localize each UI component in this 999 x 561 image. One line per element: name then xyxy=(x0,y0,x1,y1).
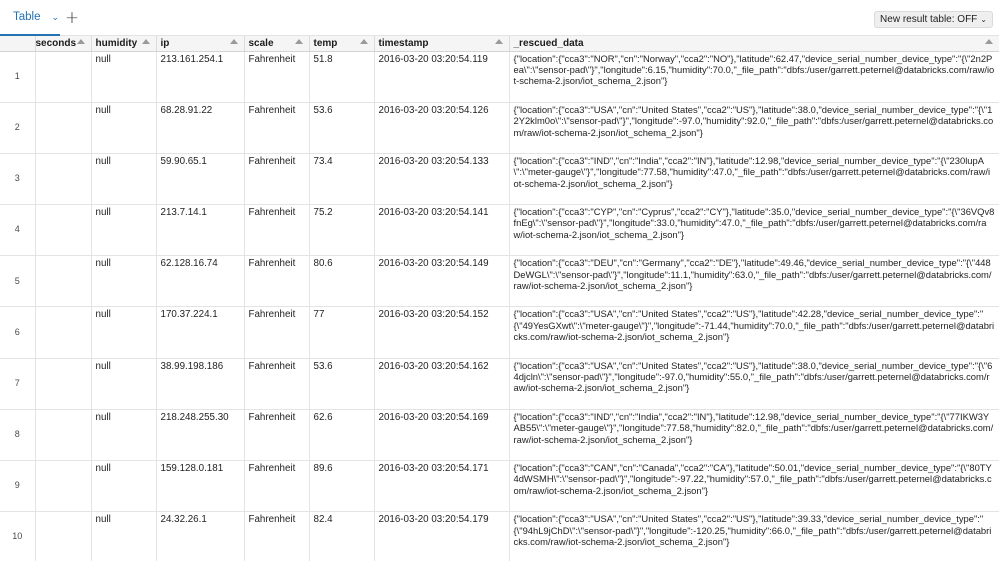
cell-timestamp[interactable]: 2016-03-20 03:20:54.119 xyxy=(374,51,509,102)
cell-ip[interactable]: 62.128.16.74 xyxy=(156,256,244,307)
column-header-timestamp[interactable] xyxy=(374,36,509,51)
column-header-temp[interactable] xyxy=(309,36,374,51)
cell-scale[interactable]: Fahrenheit xyxy=(244,102,309,153)
cell-scale[interactable]: Fahrenheit xyxy=(244,461,309,512)
cell-temp[interactable]: 80.6 xyxy=(309,256,374,307)
table-row[interactable] xyxy=(0,512,999,561)
sort-icon[interactable] xyxy=(360,39,368,44)
cell-ip[interactable]: 170.37.224.1 xyxy=(156,307,244,358)
cell-rescued-data[interactable]: {"location":{"cca3":"USA","cn":"United States","cca2":"US"},"latitude":38.0,"device_serial_number_device_type":"{\"64djcln\":\"sensor-pad\"}","longitude":-97.0,"humidity":55.0,"_file_path":"dbfs:/user/garrett.peternel@databricks.com/raw/iot-schema-2.json/iot_schema_2.json"} xyxy=(509,358,999,409)
table-row[interactable] xyxy=(0,256,999,307)
cell-humidity[interactable]: null xyxy=(91,512,156,561)
cell-timestamp[interactable]: 2016-03-20 03:20:54.179 xyxy=(374,512,509,561)
cell-humidity[interactable]: null xyxy=(91,358,156,409)
column-header-label: ip xyxy=(160,37,170,49)
cell-seconds[interactable] xyxy=(35,512,91,561)
add-tab-button[interactable] xyxy=(62,8,82,28)
cell-scale[interactable]: Fahrenheit xyxy=(244,409,309,460)
tab-label: Table xyxy=(13,11,41,23)
result-toolbar xyxy=(0,0,999,36)
results-grid[interactable] xyxy=(0,36,999,561)
cell-temp[interactable]: 62.6 xyxy=(309,409,374,460)
cell-rescued-data[interactable]: {"location":{"cca3":"USA","cn":"United States","cca2":"US"},"latitude":42.28,"device_serial_number_device_type":"{\"49YesGXwt\":\"meter-gauge\"}","longitude":-71.44,"humidity":70.0,"_file_path":"dbfs:/user/garrett.peternel@databricks.com/raw/iot-schema-2.json/iot_schema_2.json"} xyxy=(509,307,999,358)
table-row[interactable] xyxy=(0,307,999,358)
table-row[interactable] xyxy=(0,358,999,409)
column-header-label: temp xyxy=(313,37,338,49)
header-row xyxy=(0,36,999,51)
cell-timestamp[interactable]: 2016-03-20 03:20:54.133 xyxy=(374,153,509,204)
column-header-rescued-data[interactable] xyxy=(509,36,999,51)
cell-ip[interactable]: 213.161.254.1 xyxy=(156,51,244,102)
cell-ip[interactable]: 24.32.26.1 xyxy=(156,512,244,561)
table-row[interactable] xyxy=(0,461,999,512)
column-header-label: seconds xyxy=(35,37,77,49)
chevron-down-icon[interactable]: ⌄ xyxy=(51,11,60,22)
row-index: 9 xyxy=(0,461,35,512)
sort-icon[interactable] xyxy=(495,39,503,44)
cell-humidity[interactable]: null xyxy=(91,256,156,307)
sort-icon[interactable] xyxy=(985,39,993,44)
row-index: 5 xyxy=(0,256,35,307)
sort-icon[interactable] xyxy=(77,39,85,44)
cell-seconds[interactable] xyxy=(35,358,91,409)
cell-ip[interactable]: 68.28.91.22 xyxy=(156,102,244,153)
cell-rescued-data[interactable]: {"location":{"cca3":"NOR","cn":"Norway","cca2":"NO"},"latitude":62.47,"device_serial_number_device_type":"{\"2n2Pea\":\"sensor-pad\"}","longitude":6.15,"humidity":70.0,"_file_path":"dbfs:/user/garrett.peternel@databricks.com/raw/iot-schema-2.json/iot_schema_2.json"} xyxy=(509,51,999,102)
sort-icon[interactable] xyxy=(142,39,150,44)
cell-rescued-data[interactable]: {"location":{"cca3":"CYP","cn":"Cyprus","cca2":"CY"},"latitude":35.0,"device_serial_number_device_type":"{\"36VQv8fnEg\":\"sensor-pad\"}","longitude":33.0,"humidity":47.0,"_file_path":"dbfs:/user/garrett.peternel@databricks.com/raw/iot-schema-2.json/iot_schema_2.json"} xyxy=(509,205,999,256)
sort-icon[interactable] xyxy=(295,39,303,44)
cell-temp[interactable]: 53.6 xyxy=(309,102,374,153)
cell-humidity[interactable]: null xyxy=(91,205,156,256)
sort-icon[interactable] xyxy=(230,39,238,44)
cell-rescued-data[interactable]: {"location":{"cca3":"DEU","cn":"Germany","cca2":"DE"},"latitude":49.46,"device_serial_number_device_type":"{\"448DeWGL\":\"sensor-pad\"}","longitude":11.1,"humidity":63.0,"_file_path":"dbfs:/user/garrett.peternel@databricks.com/raw/iot-schema-2.json/iot_schema_2.json"} xyxy=(509,256,999,307)
cell-ip[interactable]: 213.7.14.1 xyxy=(156,205,244,256)
cell-humidity[interactable]: null xyxy=(91,153,156,204)
cell-seconds[interactable] xyxy=(35,51,91,102)
cell-temp[interactable]: 53.6 xyxy=(309,358,374,409)
cell-temp[interactable]: 75.2 xyxy=(309,205,374,256)
table-row[interactable] xyxy=(0,102,999,153)
cell-humidity[interactable]: null xyxy=(91,102,156,153)
cell-rescued-data[interactable]: {"location":{"cca3":"USA","cn":"United States","cca2":"US"},"latitude":39.33,"device_serial_number_device_type":"{\"94hL9jChD\":\"sensor-pad\"}","longitude":-120.25,"humidity":66.0,"_file_path":"dbfs:/user/garrett.peternel@databricks.com/raw/iot-schema-2.json/iot_schema_2.json"} xyxy=(509,512,999,561)
cell-temp[interactable]: 77 xyxy=(309,307,374,358)
column-header-label: humidity xyxy=(95,37,138,49)
cell-scale[interactable]: Fahrenheit xyxy=(244,256,309,307)
cell-rescued-data[interactable]: {"location":{"cca3":"IND","cn":"India","cca2":"IN"},"latitude":12.98,"device_serial_number_device_type":"{\"230lupA\":\"meter-gauge\"}","longitude":77.58,"humidity":47.0,"_file_path":"dbfs:/user/garrett.peternel@databricks.com/raw/iot-schema-2.json/iot_schema_2.json"} xyxy=(509,153,999,204)
cell-seconds[interactable] xyxy=(35,461,91,512)
cell-ip[interactable]: 59.90.65.1 xyxy=(156,153,244,204)
cell-scale[interactable]: Fahrenheit xyxy=(244,153,309,204)
row-index: 10 xyxy=(0,512,35,561)
cell-seconds[interactable] xyxy=(35,102,91,153)
cell-seconds[interactable] xyxy=(35,256,91,307)
cell-scale[interactable]: Fahrenheit xyxy=(244,358,309,409)
row-index: 7 xyxy=(0,358,35,409)
cell-timestamp[interactable]: 2016-03-20 03:20:54.169 xyxy=(374,409,509,460)
cell-scale[interactable]: Fahrenheit xyxy=(244,512,309,561)
cell-humidity[interactable]: null xyxy=(91,51,156,102)
cell-scale[interactable]: Fahrenheit xyxy=(244,51,309,102)
table-row[interactable] xyxy=(0,153,999,204)
row-index: 3 xyxy=(0,153,35,204)
cell-seconds[interactable] xyxy=(35,307,91,358)
tab-table[interactable] xyxy=(0,0,60,36)
cell-seconds[interactable] xyxy=(35,205,91,256)
cell-temp[interactable]: 73.4 xyxy=(309,153,374,204)
cell-humidity[interactable]: null xyxy=(91,307,156,358)
cell-timestamp[interactable]: 2016-03-20 03:20:54.149 xyxy=(374,256,509,307)
cell-humidity[interactable]: null xyxy=(91,409,156,460)
cell-rescued-data[interactable]: {"location":{"cca3":"CAN","cn":"Canada","cca2":"CA"},"latitude":50.01,"device_serial_number_device_type":"{\"80TY4dWSMH\":\"sensor-pad\"}","longitude":-97.22,"humidity":57.0,"_file_path":"dbfs:/user/garrett.peternel@databricks.com/raw/iot-schema-2.json/iot_schema_2.json"} xyxy=(509,461,999,512)
cell-temp[interactable]: 51.8 xyxy=(309,51,374,102)
table-row[interactable] xyxy=(0,409,999,460)
row-index: 8 xyxy=(0,409,35,460)
cell-timestamp[interactable]: 2016-03-20 03:20:54.141 xyxy=(374,205,509,256)
column-header-humidity[interactable] xyxy=(91,36,156,51)
new-result-table-toggle[interactable] xyxy=(874,11,993,28)
row-index: 1 xyxy=(0,51,35,102)
plus-icon: + xyxy=(64,8,80,28)
cell-rescued-data[interactable]: {"location":{"cca3":"IND","cn":"India","cca2":"IN"},"latitude":12.98,"device_serial_number_device_type":"{\"77IKW3YAB55\":\"meter-gauge\"}","longitude":77.58,"humidity":82.0,"_file_path":"dbfs:/user/garrett.peternel@databricks.com/raw/iot-schema-2.json/iot_schema_2.json"} xyxy=(509,409,999,460)
cell-timestamp[interactable]: 2016-03-20 03:20:54.171 xyxy=(374,461,509,512)
cell-timestamp[interactable]: 2016-03-20 03:20:54.162 xyxy=(374,358,509,409)
column-header-label: scale xyxy=(248,37,274,49)
column-header-scale[interactable] xyxy=(244,36,309,51)
row-index: 2 xyxy=(0,102,35,153)
cell-ip[interactable]: 38.99.198.186 xyxy=(156,358,244,409)
toggle-label: New result table: OFF xyxy=(880,14,978,25)
row-index: 6 xyxy=(0,307,35,358)
cell-humidity[interactable]: null xyxy=(91,461,156,512)
results-table xyxy=(0,36,999,561)
cell-scale[interactable]: Fahrenheit xyxy=(244,307,309,358)
cell-rescued-data[interactable]: {"location":{"cca3":"USA","cn":"United States","cca2":"US"},"latitude":38.0,"device_serial_number_device_type":"{\"12Y2klm0o\":\"sensor-pad\"}","longitude":-97.0,"humidity":92.0,"_file_path":"dbfs:/user/garrett.peternel@databricks.com/raw/iot-schema-2.json/iot_schema_2.json"} xyxy=(509,102,999,153)
cell-ip[interactable]: 159.128.0.181 xyxy=(156,461,244,512)
table-row[interactable] xyxy=(0,51,999,102)
column-header-index xyxy=(0,36,35,51)
column-header-ip[interactable] xyxy=(156,36,244,51)
column-header-label: _rescued_data xyxy=(513,37,584,49)
cell-seconds[interactable] xyxy=(35,153,91,204)
row-index: 4 xyxy=(0,205,35,256)
column-header-label: timestamp xyxy=(378,37,429,49)
cell-seconds[interactable] xyxy=(35,409,91,460)
cell-scale[interactable]: Fahrenheit xyxy=(244,205,309,256)
cell-ip[interactable]: 218.248.255.30 xyxy=(156,409,244,460)
cell-temp[interactable]: 89.6 xyxy=(309,461,374,512)
chevron-down-icon: ⌄ xyxy=(980,15,987,24)
cell-temp[interactable]: 82.4 xyxy=(309,512,374,561)
column-header-seconds[interactable] xyxy=(35,36,91,51)
cell-timestamp[interactable]: 2016-03-20 03:20:54.152 xyxy=(374,307,509,358)
cell-timestamp[interactable]: 2016-03-20 03:20:54.126 xyxy=(374,102,509,153)
table-row[interactable] xyxy=(0,205,999,256)
